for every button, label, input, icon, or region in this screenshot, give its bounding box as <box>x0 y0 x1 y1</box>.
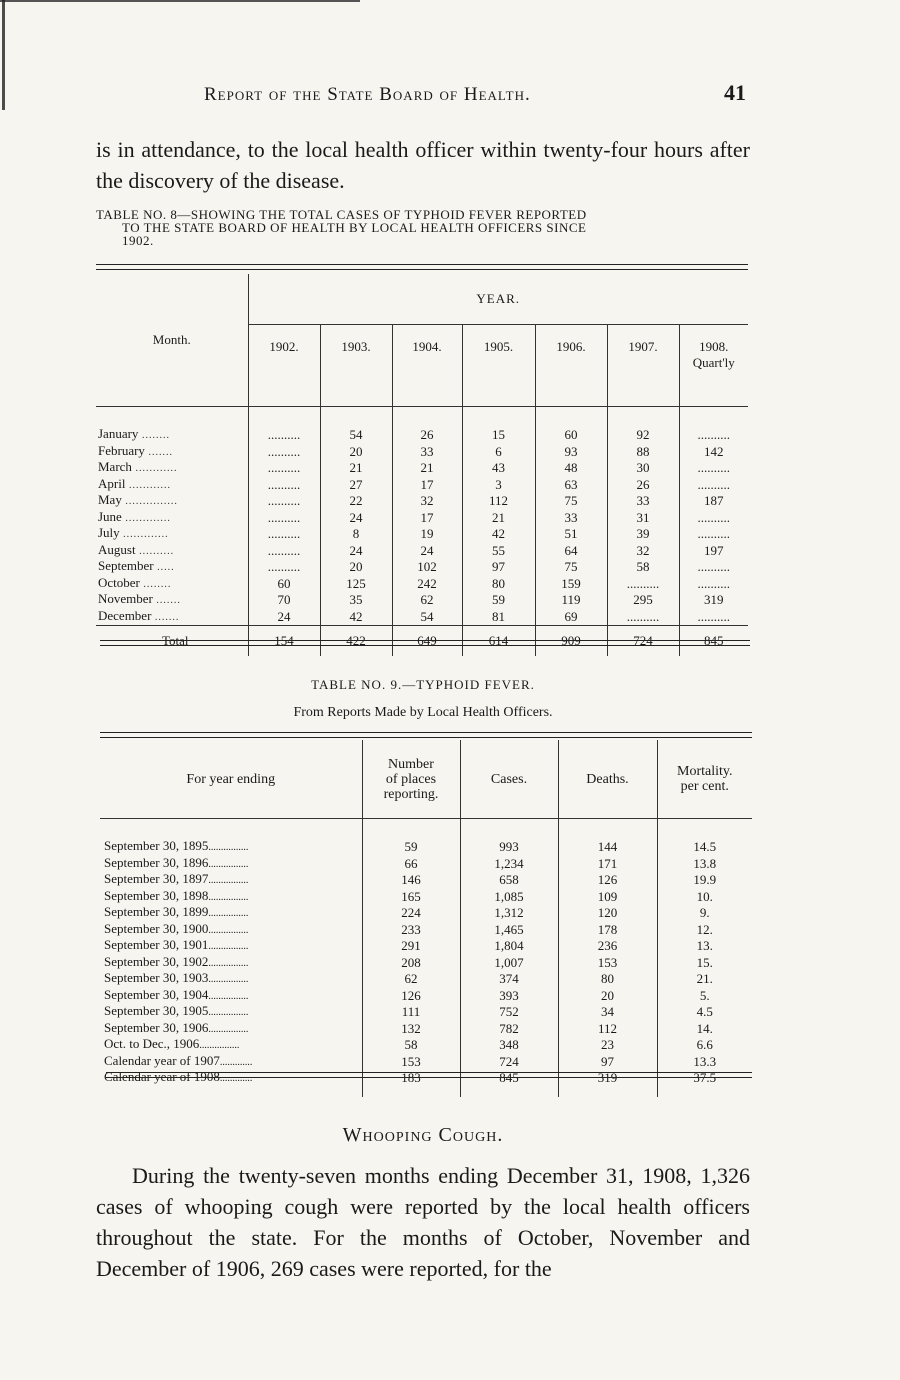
period-label: Oct. to Dec., 1906 <box>104 1036 200 1051</box>
value-cell: 88 <box>607 444 679 461</box>
end-spacer-row <box>100 1087 752 1097</box>
period-label: September 30, 1903 <box>104 970 209 985</box>
value-cell: .......... <box>607 609 679 626</box>
table-row <box>100 938 752 955</box>
value-cell: .......... <box>248 444 320 461</box>
places-cell: 132 <box>362 1021 460 1038</box>
value-cell: 24 <box>392 543 462 560</box>
value-cell: 197 <box>704 542 724 558</box>
value-cell: 92 <box>607 427 679 444</box>
period-label: September 30, 1904 <box>104 986 209 1002</box>
period-column-header: For year ending <box>100 740 362 819</box>
leader-dots: ........ <box>138 430 170 441</box>
period-cell <box>100 1021 362 1038</box>
value-cell: 242 <box>392 576 462 593</box>
value-cell: 295 <box>607 592 679 609</box>
period-label: September 30, 1898 <box>104 887 209 903</box>
year-column-header: 1906. <box>535 325 607 407</box>
value-cell: 54 <box>320 427 392 444</box>
mortality-cell: 14. <box>696 1020 713 1036</box>
deaths-cell: 34 <box>558 1004 657 1021</box>
leader-dots: .......... <box>135 545 175 557</box>
cases-cell: 393 <box>460 988 558 1005</box>
leader-dots: ..... <box>153 562 175 573</box>
value-cell: 24 <box>320 510 392 527</box>
table-row <box>96 510 748 527</box>
whooping-cough-paragraph: During the twenty-seven months ending December 31, 1908, 1,326 cases of whooping cough were reported by the local health officers throughout the state. For the months of October, November and December of 1906, 269 cases were reported, for the <box>96 1163 750 1281</box>
period-label: Calendar year of 1908 <box>104 1069 220 1084</box>
month-cell <box>96 460 248 477</box>
mortality-cell: 12. <box>696 921 713 937</box>
mortality-cell: 15. <box>696 954 713 970</box>
value-cell: 31 <box>607 510 679 527</box>
value-cell: 142 <box>704 443 724 459</box>
period-cell <box>100 922 362 939</box>
value-cell: 20 <box>320 444 392 461</box>
year-column-header: 1904. <box>392 325 462 407</box>
month-cell <box>96 576 248 593</box>
total-cell: 724 <box>607 626 679 657</box>
value-cell: 22 <box>320 493 392 510</box>
table-row <box>96 427 748 444</box>
period-cell <box>100 856 362 873</box>
cases-cell: 782 <box>460 1021 558 1038</box>
deaths-cell: 80 <box>558 971 657 988</box>
places-cell: 126 <box>362 988 460 1005</box>
leader-dots: ........ <box>139 578 172 590</box>
year-column-header: 1903. <box>320 325 392 407</box>
leader-dots: ............... <box>121 496 178 507</box>
total-cell: 614 <box>462 626 535 657</box>
mortality-cell: 13.8 <box>693 855 717 871</box>
value-cell: 32 <box>392 493 462 510</box>
value-cell: .......... <box>607 576 679 593</box>
period-label: September 30, 1900 <box>104 920 209 936</box>
period-label: September 30, 1906 <box>104 1019 209 1035</box>
period-label: September 30, 1896 <box>104 854 209 870</box>
value-cell: 48 <box>535 460 607 477</box>
deaths-cell: 319 <box>558 1070 657 1087</box>
value-cell: .......... <box>248 543 320 560</box>
month-cell <box>96 559 248 576</box>
period-cell <box>100 1037 362 1054</box>
deaths-cell: 153 <box>558 955 657 972</box>
value-cell: .......... <box>248 559 320 576</box>
cases-cell: 348 <box>460 1037 558 1054</box>
table-row <box>100 1021 752 1038</box>
leader-dots: ................ <box>208 974 249 985</box>
mortality-cell: 5. <box>699 987 710 1003</box>
value-cell: 21 <box>392 460 462 477</box>
year-column-header: 1905. <box>462 325 535 407</box>
cases-cell: 1,465 <box>460 922 558 939</box>
cases-cell: 1,234 <box>460 856 558 873</box>
table-row <box>96 444 748 461</box>
value-cell: 125 <box>320 576 392 593</box>
page-number: 41 <box>724 80 746 105</box>
month-label: April <box>98 475 126 491</box>
table-row <box>100 971 752 988</box>
period-cell <box>100 1004 362 1021</box>
year-column-header: 1902. <box>248 325 320 407</box>
value-cell: 64 <box>535 543 607 560</box>
table9-subtitle: From Reports Made by Local Health Officers. <box>293 705 553 720</box>
leader-dots: ............ <box>131 463 178 474</box>
value-cell: 3 <box>462 477 535 494</box>
table-row <box>96 592 748 609</box>
month-label: October <box>98 574 140 590</box>
places-column-header: Number of places reporting. <box>362 740 460 819</box>
period-label: September 30, 1902 <box>104 953 209 969</box>
mortality-cell: 37.5 <box>693 1070 717 1085</box>
value-cell: 20 <box>320 559 392 576</box>
cases-cell: 658 <box>460 872 558 889</box>
cases-cell: 1,312 <box>460 905 558 922</box>
deaths-cell: 126 <box>558 872 657 889</box>
month-cell <box>96 543 248 560</box>
value-cell: 8 <box>320 526 392 543</box>
deaths-column-header: Deaths. <box>558 740 657 819</box>
value-cell: .......... <box>697 526 730 541</box>
deaths-cell: 97 <box>558 1054 657 1071</box>
value-cell: 42 <box>320 609 392 626</box>
table8-caption-line: 1902. <box>122 233 154 248</box>
year-column-header: 1907. <box>607 325 679 407</box>
leader-dots: ................ <box>208 1007 249 1018</box>
total-cell: 649 <box>392 626 462 657</box>
places-cell: 183 <box>362 1070 460 1087</box>
deaths-cell: 23 <box>558 1037 657 1054</box>
value-cell: .......... <box>697 476 730 492</box>
table-row <box>96 477 748 494</box>
table-row <box>100 1004 752 1021</box>
places-cell: 208 <box>362 955 460 972</box>
cases-cell: 752 <box>460 1004 558 1021</box>
leader-dots: ................ <box>208 891 249 903</box>
table-row <box>100 1037 752 1054</box>
places-cell: 59 <box>362 839 460 856</box>
value-cell: 32 <box>607 543 679 560</box>
mortality-cell: 21. <box>696 971 713 986</box>
leader-dots: ................ <box>208 957 249 969</box>
deaths-cell: 144 <box>558 839 657 856</box>
value-cell: 27 <box>320 477 392 494</box>
leader-dots: ................ <box>208 990 249 1002</box>
value-cell: .......... <box>248 493 320 510</box>
value-cell: 112 <box>462 493 535 510</box>
value-cell: 93 <box>535 444 607 461</box>
table8-bottom-rule <box>100 640 750 646</box>
binding-edge-mark <box>2 0 5 110</box>
value-cell: .......... <box>248 526 320 543</box>
leader-dots: ............. <box>219 1073 253 1084</box>
leader-dots: ....... <box>152 595 181 606</box>
table-row <box>96 493 748 510</box>
period-cell <box>100 889 362 906</box>
deaths-cell: 109 <box>558 889 657 906</box>
value-cell: 70 <box>248 592 320 609</box>
value-cell: 39 <box>607 526 679 543</box>
value-cell: 62 <box>392 592 462 609</box>
mortality-cell: 6.6 <box>696 1037 713 1052</box>
places-cell: 233 <box>362 922 460 939</box>
table-row <box>100 839 752 856</box>
value-cell: .......... <box>248 477 320 494</box>
value-cell: .......... <box>697 427 730 442</box>
table-row <box>100 872 752 889</box>
total-cell: 845 <box>679 626 748 657</box>
value-cell: 119 <box>535 592 607 609</box>
places-cell: 111 <box>362 1004 460 1021</box>
value-cell: 33 <box>607 493 679 510</box>
value-cell: 24 <box>248 609 320 626</box>
table-row <box>100 905 752 922</box>
mortality-cell: 9. <box>699 905 710 920</box>
value-cell: .......... <box>248 510 320 527</box>
month-cell <box>96 444 248 461</box>
value-cell: 102 <box>392 559 462 576</box>
table-row <box>100 955 752 972</box>
month-cell <box>96 477 248 494</box>
mortality-cell: 4.5 <box>696 1004 713 1019</box>
places-cell: 153 <box>362 1054 460 1071</box>
year-group-header: YEAR. <box>248 274 748 325</box>
value-cell: 54 <box>392 609 462 626</box>
period-cell <box>100 1054 362 1071</box>
table-row <box>100 856 752 873</box>
value-cell: 159 <box>535 576 607 593</box>
cases-column-header: Cases. <box>460 740 558 819</box>
section-heading: Whooping Cough. <box>342 1124 504 1146</box>
value-cell: 21 <box>462 510 535 527</box>
page-header <box>96 80 750 110</box>
leader-dots: ................ <box>208 858 249 870</box>
value-cell: 21 <box>320 460 392 477</box>
table9-bottom-rule <box>106 1072 752 1078</box>
places-cell: 146 <box>362 872 460 889</box>
value-cell: 33 <box>392 444 462 461</box>
table8-caption-line: TO THE STATE BOARD OF HEALTH BY LOCAL HEALTH OFFICERS SINCE <box>122 220 587 235</box>
deaths-cell: 120 <box>558 905 657 922</box>
value-cell: 187 <box>704 493 724 508</box>
mortality-cell: 14.5 <box>693 839 717 854</box>
value-cell: .......... <box>248 427 320 444</box>
total-label: Total <box>96 626 248 657</box>
value-cell: .......... <box>697 608 730 624</box>
value-cell: 59 <box>462 592 535 609</box>
value-cell: 60 <box>248 576 320 593</box>
leader-dots: ................ <box>208 1023 249 1035</box>
value-cell: 75 <box>535 493 607 510</box>
value-cell: .......... <box>697 509 730 525</box>
leader-dots: ................ <box>208 842 249 853</box>
deaths-cell: 171 <box>558 856 657 873</box>
deaths-cell: 112 <box>558 1021 657 1038</box>
value-cell: 81 <box>462 609 535 626</box>
deaths-cell: 20 <box>558 988 657 1005</box>
cases-cell: 845 <box>460 1070 558 1087</box>
value-cell: 26 <box>607 477 679 494</box>
places-cell: 66 <box>362 856 460 873</box>
value-cell: 80 <box>462 576 535 593</box>
period-cell <box>100 839 362 856</box>
value-cell: 35 <box>320 592 392 609</box>
year-column-header: 1908. Quart'ly <box>679 325 748 407</box>
month-label: December <box>98 607 152 623</box>
leader-dots: ................ <box>208 875 249 886</box>
table8-top-rule <box>96 264 748 270</box>
typhoid-annual-table <box>100 740 752 1097</box>
places-cell: 62 <box>362 971 460 988</box>
month-cell <box>96 526 248 543</box>
places-cell: 224 <box>362 905 460 922</box>
value-cell: 58 <box>607 559 679 576</box>
mortality-cell: 13. <box>696 938 713 953</box>
period-label: September 30, 1905 <box>104 1003 209 1018</box>
cases-cell: 1,085 <box>460 889 558 906</box>
value-cell: 51 <box>535 526 607 543</box>
value-cell: 42 <box>462 526 535 543</box>
month-column-header: Month. <box>96 274 248 407</box>
deaths-cell: 178 <box>558 922 657 939</box>
month-cell <box>96 493 248 510</box>
leader-dots: ............. <box>119 529 169 540</box>
cases-cell: 993 <box>460 839 558 856</box>
period-cell <box>100 872 362 889</box>
month-label: January <box>98 426 139 441</box>
leader-dots: ................ <box>199 1040 240 1051</box>
value-cell: 63 <box>535 477 607 494</box>
leader-dots: ................ <box>208 908 249 919</box>
total-cell: 154 <box>248 626 320 657</box>
month-cell <box>96 427 248 444</box>
month-cell <box>96 609 248 626</box>
mortality-cell: 10. <box>696 888 713 904</box>
period-cell <box>100 938 362 955</box>
table-row <box>96 543 748 560</box>
table8-caption-line: TABLE NO. 8—SHOWING THE TOTAL CASES OF TYPHOID FEVER REPORTED <box>96 207 587 222</box>
running-head: Report of the State Board of Health. <box>204 84 531 105</box>
intro-paragraph: is in attendance, to the local health officer within twenty-four hours after the discovery of the disease. <box>96 137 750 193</box>
mortality-cell: 13.3 <box>693 1053 717 1069</box>
mortality-cell: 19.9 <box>693 872 717 887</box>
cases-cell: 724 <box>460 1054 558 1071</box>
table-row <box>100 988 752 1005</box>
month-label: July <box>98 525 120 540</box>
mortality-column-header: Mortality. per cent. <box>657 740 752 819</box>
value-cell: 33 <box>535 510 607 527</box>
typhoid-monthly-table <box>96 274 748 656</box>
period-label: Calendar year of 1907 <box>104 1052 220 1068</box>
period-cell <box>100 988 362 1005</box>
table9-top-rule <box>100 732 752 738</box>
month-label: May <box>98 492 122 507</box>
table-row <box>100 1054 752 1071</box>
value-cell: 69 <box>535 609 607 626</box>
leader-dots: ................ <box>208 941 249 952</box>
value-cell: 60 <box>535 427 607 444</box>
value-cell: 17 <box>392 510 462 527</box>
table-row <box>96 526 748 543</box>
period-cell <box>100 955 362 972</box>
month-label: March <box>98 459 132 474</box>
places-cell: 291 <box>362 938 460 955</box>
table-row <box>96 576 748 593</box>
value-cell: 97 <box>462 559 535 576</box>
month-label: February <box>98 442 145 458</box>
value-cell: 19 <box>392 526 462 543</box>
leader-dots: ............. <box>121 512 171 524</box>
total-cell: 422 <box>320 626 392 657</box>
period-label: September 30, 1895 <box>104 838 209 853</box>
leader-dots: ....... <box>151 611 180 623</box>
table-row <box>96 559 748 576</box>
value-cell: .......... <box>697 460 730 475</box>
value-cell: 15 <box>462 427 535 444</box>
value-cell: .......... <box>697 559 730 574</box>
table9-title: TABLE NO. 9.—TYPHOID FEVER. <box>311 677 535 692</box>
period-cell <box>100 905 362 922</box>
value-cell: .......... <box>248 460 320 477</box>
value-cell: 75 <box>535 559 607 576</box>
table8-caption <box>96 208 750 247</box>
top-edge-rule <box>0 0 360 2</box>
month-cell <box>96 592 248 609</box>
value-cell: 26 <box>392 427 462 444</box>
period-label: September 30, 1899 <box>104 904 209 919</box>
cases-cell: 1,007 <box>460 955 558 972</box>
leader-dots: ............ <box>125 479 171 491</box>
table-row <box>96 609 748 626</box>
value-cell: 30 <box>607 460 679 477</box>
leader-dots: ............. <box>219 1056 253 1068</box>
table-row <box>100 889 752 906</box>
month-label: August <box>98 541 136 557</box>
period-label: September 30, 1901 <box>104 937 209 952</box>
leader-dots: ................ <box>208 924 249 936</box>
month-label: November <box>98 591 153 606</box>
period-cell <box>100 971 362 988</box>
leader-dots: ....... <box>144 446 173 458</box>
value-cell: 17 <box>392 477 462 494</box>
period-label: September 30, 1897 <box>104 871 209 886</box>
value-cell: 55 <box>462 543 535 560</box>
cases-cell: 374 <box>460 971 558 988</box>
value-cell: 319 <box>704 592 724 607</box>
total-cell: 909 <box>535 626 607 657</box>
table-row <box>96 460 748 477</box>
value-cell: .......... <box>697 575 730 591</box>
month-cell <box>96 510 248 527</box>
value-cell: 24 <box>320 543 392 560</box>
month-label: September <box>98 558 154 573</box>
cases-cell: 1,804 <box>460 938 558 955</box>
month-label: June <box>98 508 122 524</box>
deaths-cell: 236 <box>558 938 657 955</box>
value-cell: 43 <box>462 460 535 477</box>
places-cell: 165 <box>362 889 460 906</box>
table-row <box>100 922 752 939</box>
places-cell: 58 <box>362 1037 460 1054</box>
value-cell: 6 <box>462 444 535 461</box>
